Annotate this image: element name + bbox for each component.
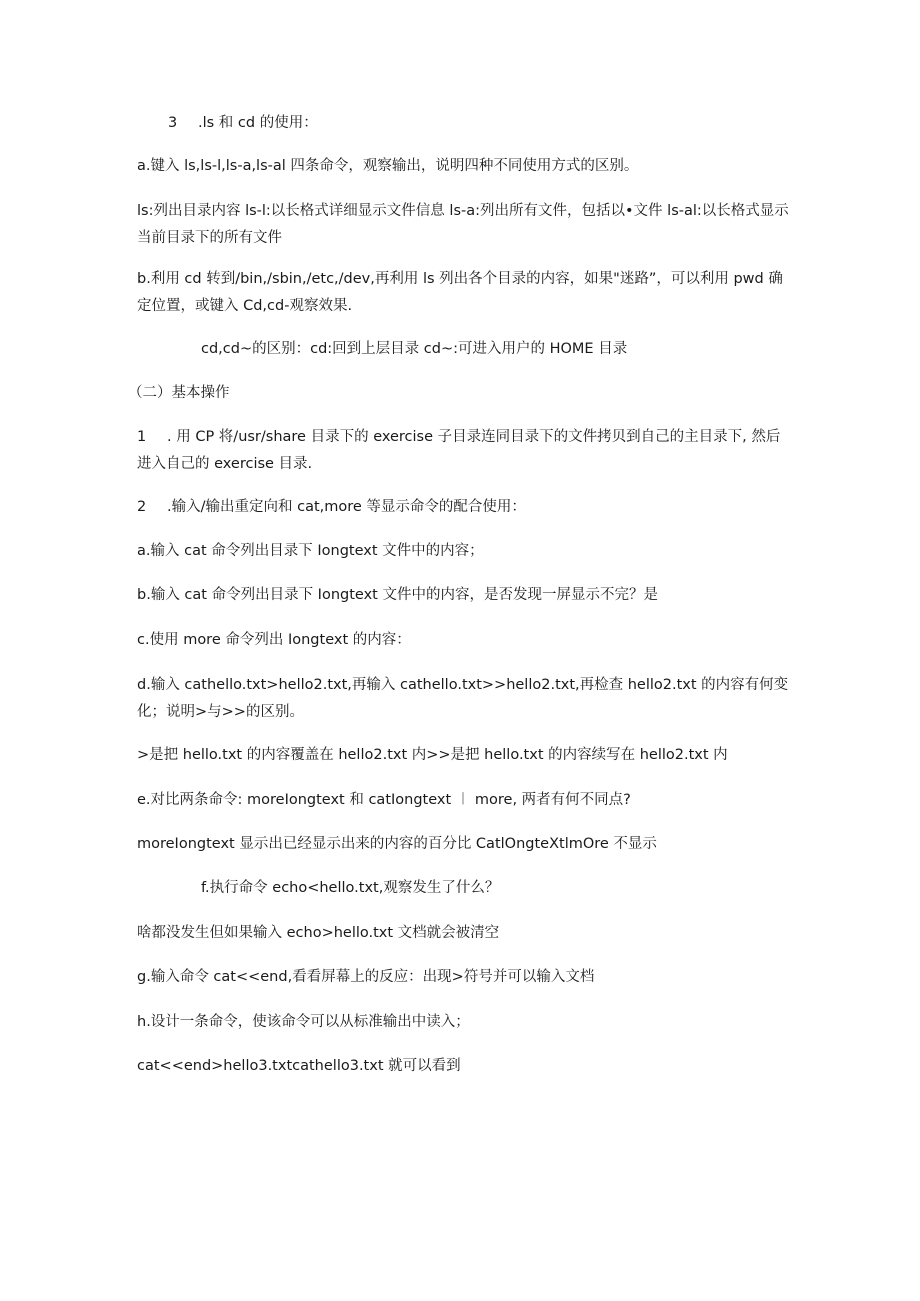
paragraph-a-cat: a.输入 cat 命令列出目录下 Iongtext 文件中的内容；: [137, 543, 484, 559]
paragraph-g-heredoc: g.输入命令 cat<<end,看看屏幕上的反应：出现>符号并可以输入文档: [137, 969, 595, 985]
item-number: 1: [137, 429, 147, 445]
paragraph-f-echo: f.执行命令 echo<hello.txt,观察发生了什么？: [201, 880, 500, 896]
item-number: 2: [137, 499, 147, 515]
section-basic-operations-heading: （二）基本操作: [128, 385, 230, 401]
paragraph-b-cat: b.输入 cat 命令列出目录下 Iongtext 文件中的内容，是否发现一屏显示不完？是: [137, 587, 658, 603]
paragraph-redirect-answer: >是把 hello.txt 的内容覆盖在 hello2.txt 内>>是把 hello.txt 的内容续写在 hello2.txt 内: [137, 747, 728, 763]
paragraph-ls-explanation: ls:列出目录内容 ls-l:以长格式详细显示文件信息 ls-a:列出所有文件，包括以•文件 ls-al:以长格式显示当前目录下的所有文件: [137, 203, 789, 246]
paragraph-cd-difference: cd,cd~的区别：cd:回到上层目录 cd~:可进入用户的 HOME 目录: [201, 341, 628, 357]
paragraph-d-redirect-compare: d.输入 cathello.txt>hello2.txt,再输入 cathello.txt>>hello2.txt,再检查 hello2.txt 的内容有何变化；说明>与>>的区别。: [137, 677, 789, 720]
paragraph-more-answer: moreIongtext 显示出已经显示出来的内容的百分比 CatlOngteXtlmOre 不显示: [137, 836, 657, 852]
paragraph-h-design-command: h.设计一条命令，使该命令可以从标准输出中读入；: [137, 1014, 470, 1030]
paragraph-c-more: c.使用 more 命令列出 Iongtext 的内容：: [137, 632, 411, 648]
paragraph-1-cp-copy: 1 . 用 CP 将/usr/share 目录下的 exercise 子目录连同目录下的文件拷贝到自己的主目录下, 然后进入自己的 exercise 目录.: [137, 424, 793, 478]
paragraph-b-cd-commands: b.利用 cd 转到/bin,/sbin,/etc,/dev,再利用 ls 列出各个目录的内容，如果"迷路”，可以利用 pwd 确定位置，或键入 Cd,cd-观察效果.: [137, 271, 783, 314]
section-3-heading: 3 .ls 和 cd 的使用：: [168, 110, 788, 137]
paragraph-echo-answer: 啥都没发生但如果输入 echo>hello.txt 文档就会被清空: [137, 925, 500, 941]
paragraph-e-compare-commands: e.对比两条命令: moreIongtext 和 catIongtext ︱ more, 两者有何不同点?: [137, 792, 631, 808]
paragraph-a-ls-commands: a.键入 ls,ls-l,ls-a,ls-al 四条命令，观察输出，说明四种不同使用方式的区别。: [137, 158, 639, 174]
paragraph-heredoc-answer: cat<<end>hello3.txtcathello3.txt 就可以看到: [137, 1058, 461, 1074]
item-number: 3: [168, 115, 178, 131]
paragraph-2-redirection: 2 .输入/输出重定向和 cat,more 等显示命令的配合使用：: [137, 494, 793, 521]
